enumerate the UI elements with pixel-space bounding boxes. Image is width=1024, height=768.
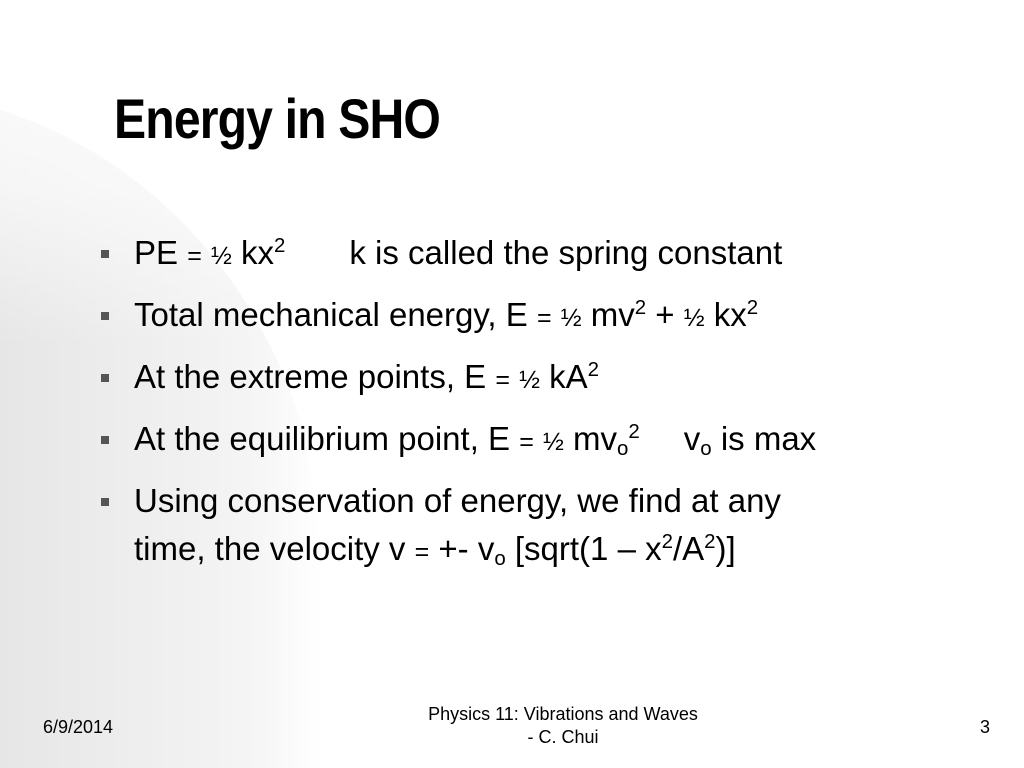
slide-title: Energy in SHO [114,87,441,150]
exponent: 2 [274,233,286,257]
exponent: 2 [704,529,716,553]
bullet-equilibrium-point [96,415,996,468]
exponent: 2 [661,529,673,553]
square-bullet-icon [101,436,109,444]
slide-number: 3 [979,717,990,737]
footer-course-line-2: - C. Chui [527,727,599,747]
sqrt-close: )] [715,530,736,567]
half-symbol: ½ [519,366,540,394]
footer-course-line-1: Physics 11: Vibrations and Waves [428,704,698,724]
footer-date: 6/9/2014 [43,717,114,737]
exponent: 2 [746,295,759,319]
equals-sign: = [495,366,510,394]
ka-term: kA [549,358,588,395]
equals-sign: = [414,538,430,566]
subscript: o [700,437,712,461]
kx-term: kx [241,234,275,271]
equals-sign: = [519,428,534,456]
plus-sign: + [655,296,675,333]
square-bullet-icon [101,498,109,506]
subscript: o [617,437,629,461]
footer-course [400,703,726,749]
square-bullet-icon [101,312,109,320]
equilibrium-label: At the equilibrium point, E [134,420,511,457]
bullet-potential-energy [96,229,996,282]
bullet-list [96,229,996,587]
total-energy-label: Total mechanical energy, E [134,296,528,333]
extreme-label: At the extreme points, E [134,358,487,395]
conservation-line-1: Using conservation of energy, we find at any [134,482,781,519]
half-symbol: ½ [560,304,582,332]
velocity-label: time, the velocity v [134,530,406,567]
bullet-total-energy [96,291,996,344]
sqrt-open: [sqrt(1 – x [514,530,662,567]
square-bullet-icon [101,250,109,258]
square-bullet-icon [101,374,109,382]
exponent: 2 [634,295,647,319]
max-note: is max [720,420,817,457]
v-term: v [683,420,701,457]
kx-term: kx [713,296,747,333]
plus-minus-v: +- v [438,530,495,567]
over-a: /A [672,530,705,567]
spring-constant-note: k is called the spring constant [349,234,783,271]
exponent: 2 [587,357,600,381]
half-symbol: ½ [543,428,564,456]
equals-sign: = [187,242,202,270]
exponent: 2 [628,419,640,443]
half-symbol: ½ [683,304,705,332]
mv-term: mv [573,420,618,457]
subscript: o [494,547,506,571]
equals-sign: = [536,304,552,332]
half-symbol: ½ [210,242,232,270]
mv-term: mv [590,296,635,333]
bullet-extreme-points [96,353,996,406]
pe-label: PE [134,234,179,271]
bullet-conservation [96,477,996,578]
